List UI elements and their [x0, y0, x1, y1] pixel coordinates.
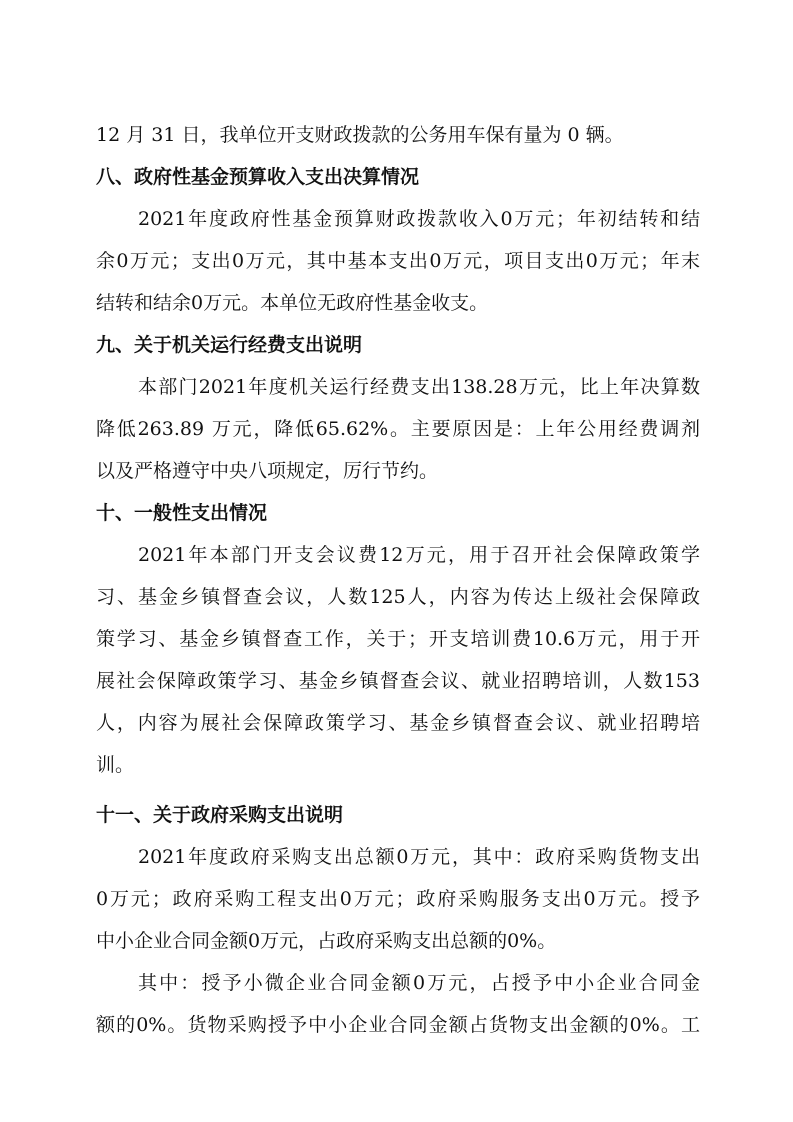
text-line: 人，内容为展社会保障政策学习、基金乡镇督查会议、就业招聘培	[96, 712, 700, 734]
text-line: 中小企业合同金额0万元，占政府采购支出总额的0%。	[96, 930, 557, 952]
text-line: 本部门2021年度机关运行经费支出138.28万元，比上年决算数	[138, 376, 700, 398]
text-line: 12 月 31 日，我单位开支财政拨款的公务用车保有量为 0 辆。	[96, 124, 624, 146]
section-heading: 十、一般性支出情况	[96, 502, 268, 524]
text-line: 习、基金乡镇督查会议，人数125人，内容为传达上级社会保障政	[96, 586, 700, 608]
section-10	[96, 492, 700, 786]
text-line: 降低263.89 万元，降低65.62%。主要原因是：上年公用经费调剂	[96, 418, 700, 440]
section-11	[96, 794, 700, 1046]
text-line: 0万元；政府采购工程支出0万元；政府采购服务支出0万元。授予	[96, 888, 700, 910]
section-8	[96, 156, 700, 324]
text-line: 训。	[96, 754, 135, 776]
document-page	[96, 114, 700, 1046]
section-9	[96, 324, 700, 492]
text-line: 余0万元；支出0万元，其中基本支出0万元，项目支出0万元；年末	[96, 250, 700, 272]
text-line: 2021年本部门开支会议费12万元，用于召开社会保障政策学	[138, 544, 700, 566]
text-line: 策学习、基金乡镇督查工作，关于；开支培训费10.6万元，用于开	[96, 628, 700, 650]
text-line: 2021年度政府采购支出总额0万元，其中：政府采购货物支出	[138, 846, 700, 868]
intro-paragraph	[96, 114, 700, 156]
section-heading: 八、政府性基金预算收入支出决算情况	[96, 166, 420, 188]
section-heading: 十一、关于政府采购支出说明	[96, 804, 344, 826]
section-heading: 九、关于机关运行经费支出说明	[96, 334, 363, 356]
text-line: 其中：授予小微企业合同金额0万元，占授予中小企业合同金	[138, 972, 700, 994]
text-line: 以及严格遵守中央八项规定，厉行节约。	[96, 460, 439, 482]
text-line: 额的0%。货物采购授予中小企业合同金额占货物支出金额的0%。工	[96, 1014, 700, 1036]
text-line: 展社会保障政策学习、基金乡镇督查会议、就业招聘培训，人数153	[96, 670, 700, 692]
text-line: 2021年度政府性基金预算财政拨款收入0万元；年初结转和结	[138, 208, 700, 230]
text-line: 结转和结余0万元。本单位无政府性基金收支。	[96, 292, 489, 314]
